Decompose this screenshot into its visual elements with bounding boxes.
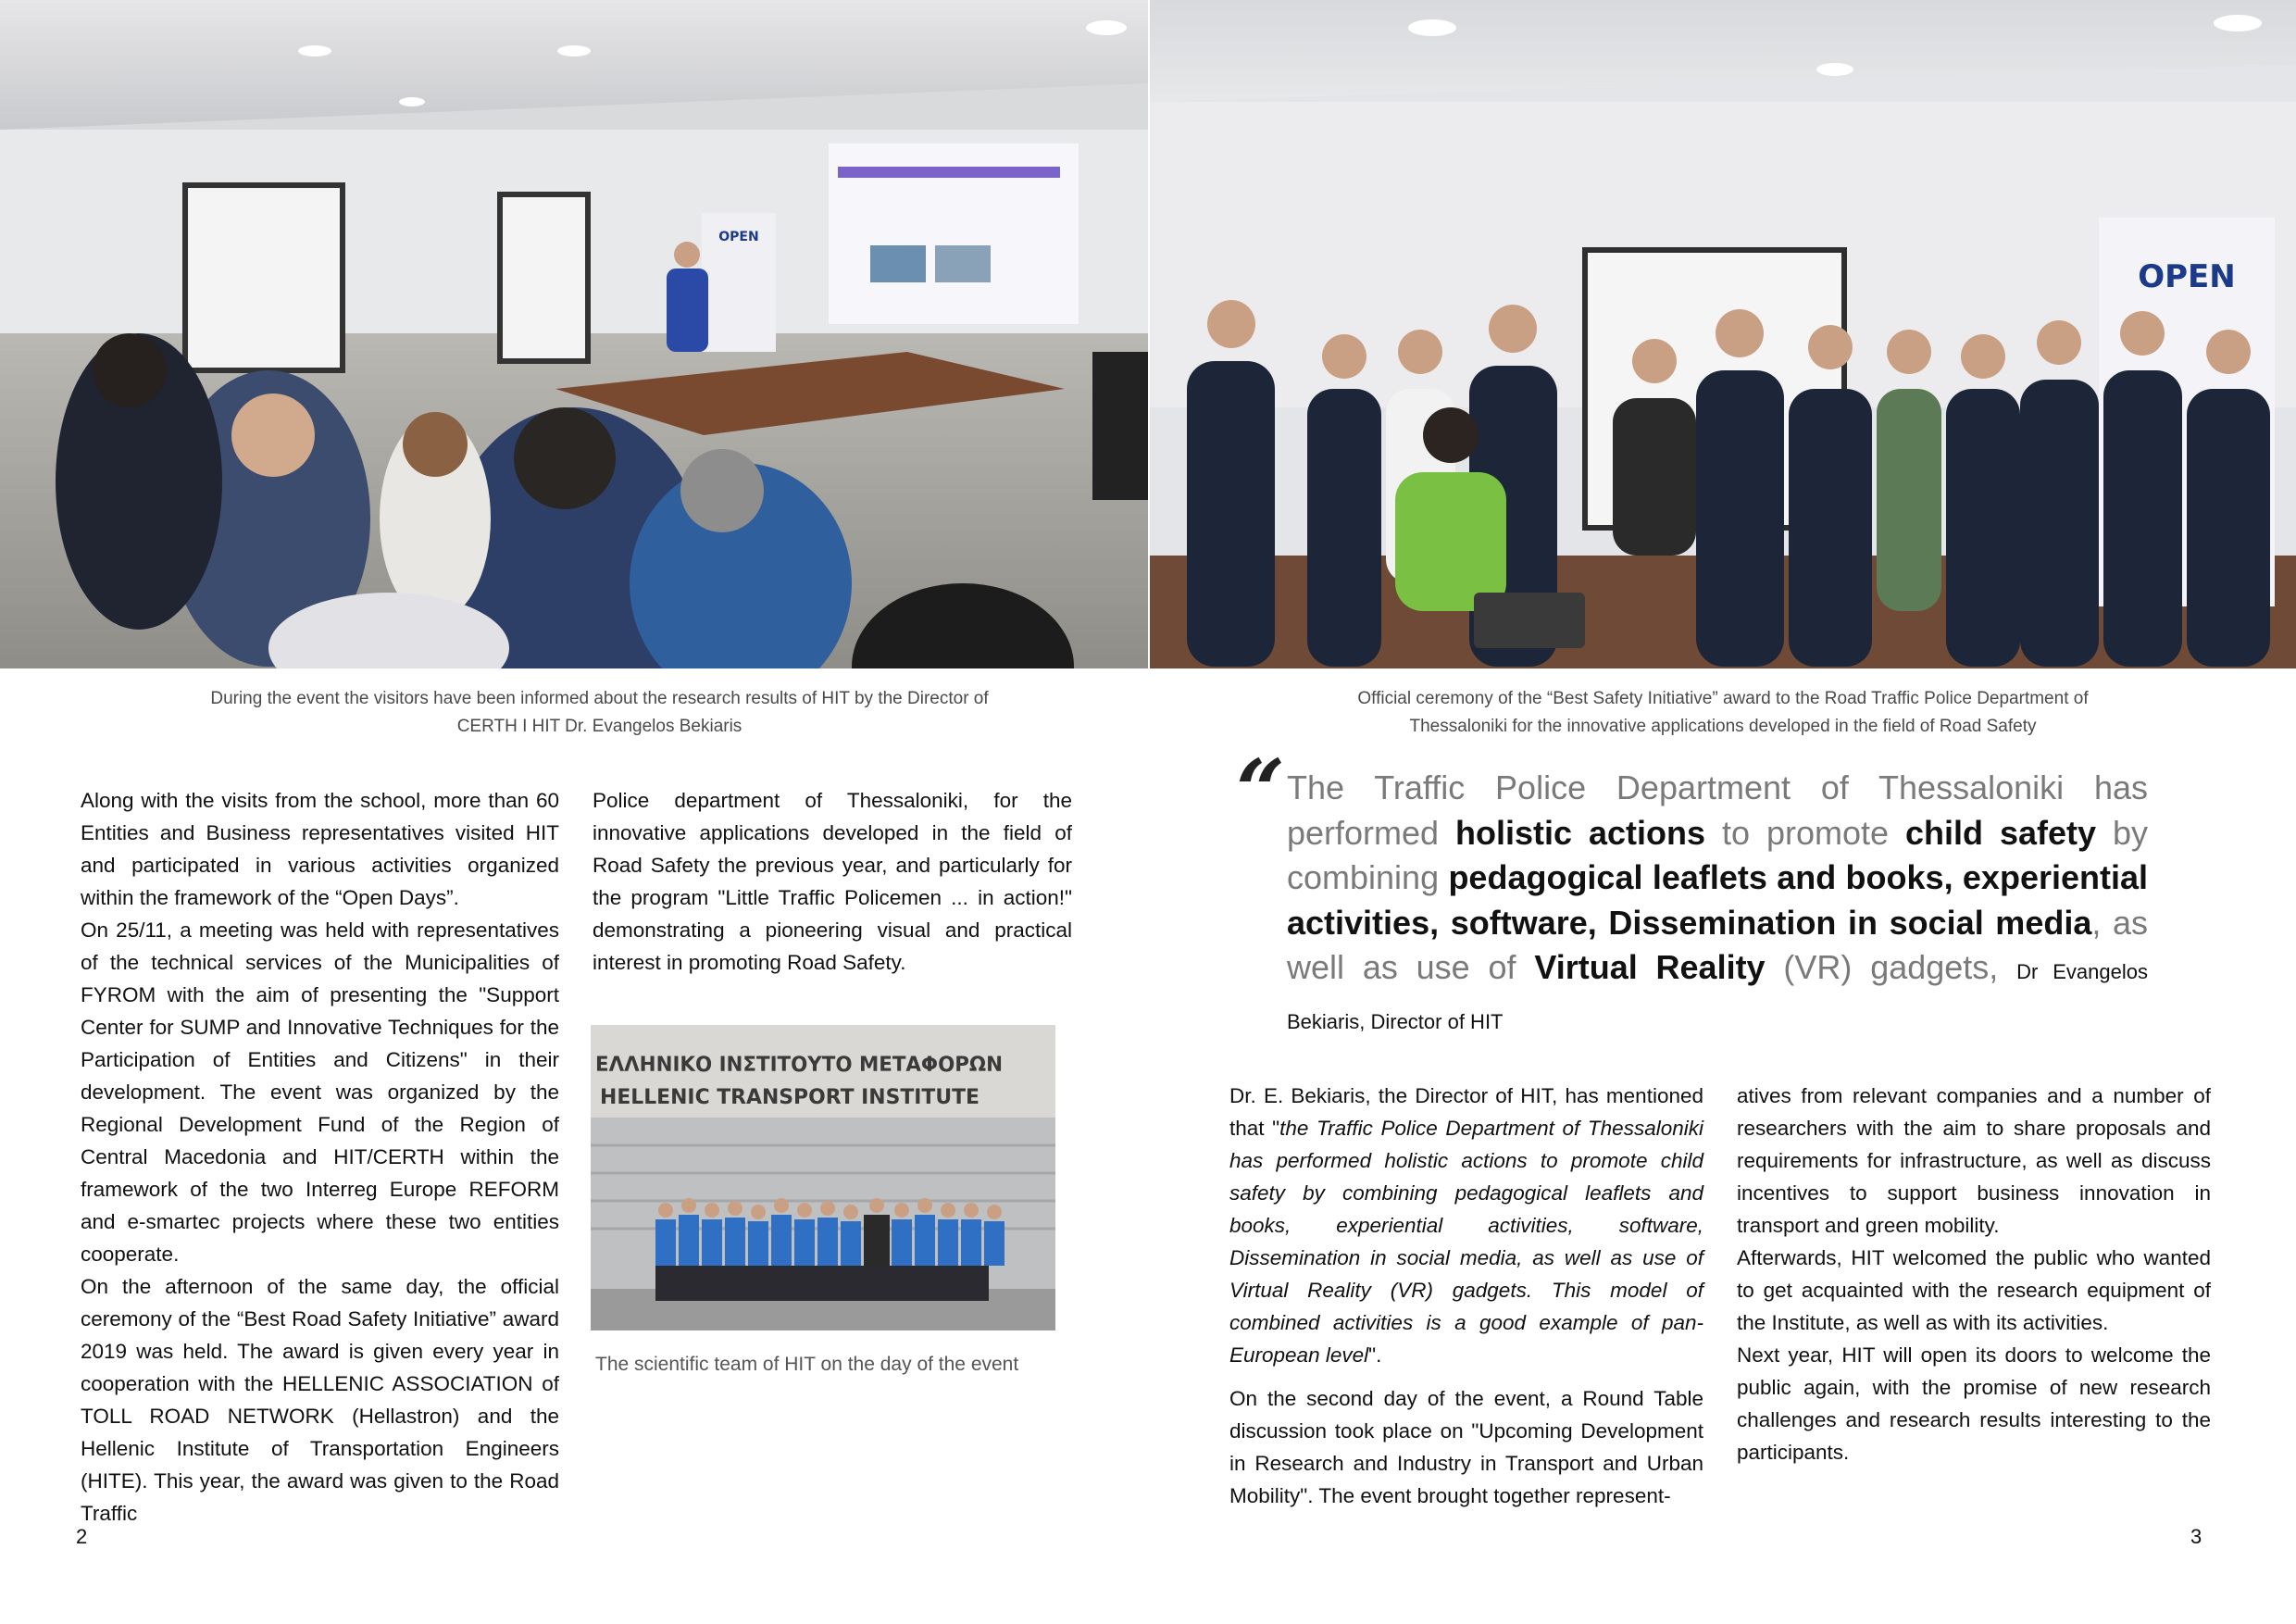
paragraph: On the second day of the event, a Round Table discussion took place on "Upcoming Development in Research and Industry in Transport and Urban Mobility". The event brought together represent-	[1229, 1387, 1703, 1507]
caption-line: During the event the visitors have been informed about the research results of HIT by the Director of	[210, 689, 989, 708]
caption-line: Thessaloniki for the innovative applications developed in the field of Road Safety	[1409, 717, 2037, 736]
quote-text: , as well as use of	[1287, 903, 2148, 986]
paragraph-text: ".	[1368, 1343, 1382, 1367]
team-photo-caption: The scientific team of HIT on the day of the event	[595, 1354, 1019, 1375]
right-column-1	[1229, 1080, 1703, 1512]
paragraph	[1229, 1080, 1703, 1371]
caption-line: Official ceremony of the “Best Safety Initiative” award to the Road Traffic Police Department of	[1357, 689, 2089, 708]
photo-caption-left	[0, 685, 1199, 741]
photo-caption-right	[1150, 685, 2296, 741]
page-number-right: 3	[2190, 1525, 2202, 1548]
page-number-left: 2	[76, 1525, 88, 1548]
event-presentation-photo	[0, 0, 1148, 668]
quote-emphasis: pedagogical leaflets and books, experiential activities, software, Dissemination in social media	[1287, 858, 2148, 942]
paragraph: Police department of Thessaloniki, for the innovative applications developed in the field of Road Safety the previous year, and particularly for the program "Little Traffic Policemen ... in action!" demonstrating a pioneering visual and practical interest in promoting Road Safety.	[593, 789, 1072, 974]
svg-text:OPEN: OPEN	[2138, 258, 2236, 295]
paragraph: Afterwards, HIT welcomed the public who wanted to get acquainted with the research equipment of the Institute, as well as with its activities.	[1737, 1246, 2211, 1334]
quoted-statement: the Traffic Police Department of Thessaloniki has performed holistic actions to promote child safety by combining pedagogical leaflets and books, experiential activities, software, Dissemination in social media, as well as use of Virtual Reality (VR) gadgets. This model of combined activities is a good example of pan-European level	[1229, 1117, 1703, 1367]
pull-quote	[1287, 766, 2148, 1044]
quote-emphasis: Virtual Reality	[1534, 948, 1766, 986]
caption-line: CERTH I HIT Dr. Evangelos Bekiaris	[456, 717, 742, 736]
institute-sign-greek: ΕΛΛΗΝΙΚΟ ΙΝΣΤΙΤΟΥΤΟ ΜΕΤΑΦΟΡΩΝ	[595, 1054, 1003, 1077]
quote-text: (VR) gadgets,	[1765, 948, 2017, 986]
award-ceremony-photo	[1150, 0, 2296, 668]
team-photo	[591, 1025, 1055, 1330]
quote-mark: “	[1236, 741, 1285, 841]
paragraph-text: Dr. E. Bekiaris, the Director of HIT, has mentioned that "	[1229, 1084, 1703, 1140]
paragraph: Along with the visits from the school, more than 60 Entities and Business representatives visited HIT and participated in various activities organized within the framework of the “Open Days”.	[81, 789, 559, 909]
paragraph: On the afternoon of the same day, the official ceremony of the “Best Road Safety Initiative” award 2019 was held. The award is given every year in cooperation with the HELLENIC ASSOCIATION of TOLL ROAD NETWORK (Hellastron) and the Hellenic Institute of Transportation Engineers (HITE). This year, the award was given to the Road Traffic	[81, 1275, 559, 1525]
paragraph: atives from relevant companies and a number of researchers with the aim to share proposals and requirements for infrastructure, as well as discuss incentives to support business innovation in transport and green mobility.	[1737, 1084, 2211, 1237]
right-column-2	[1737, 1080, 2211, 1468]
quote-emphasis: holistic actions	[1455, 813, 1706, 852]
quote-emphasis: child safety	[1905, 813, 2097, 852]
quote-text: The Traffic Police Department of Thessaloniki has performed	[1287, 768, 2148, 852]
paragraph: On 25/11, a meeting was held with representatives of the technical services of the Municipalities of FYROM with the aim of presenting the "Support Center for SUMP and Innovative Techniques for the Participation of Entities and Citizens" in their development. The event was organized by the Regional Development Fund of the Region of Central Macedonia and HIT/CERTH within the framework of the two Interreg Europe REFORM and e-smartec projects where these two entities cooperate.	[81, 918, 559, 1266]
paragraph: Next year, HIT will open its doors to welcome the public again, with the promise of new research challenges and research results interesting to the participants.	[1737, 1343, 2211, 1464]
left-column-2	[593, 784, 1072, 979]
svg-text:OPEN: OPEN	[718, 230, 759, 244]
institute-sign-english: HELLENIC TRANSPORT INSTITUTE	[600, 1086, 980, 1109]
quote-text: to promote	[1705, 813, 1905, 852]
left-column-1	[81, 784, 559, 1530]
quote-text: by combining	[1287, 813, 2149, 896]
quote-attribution: Dr Evangelos Bekiaris, Director of HIT	[1287, 960, 2148, 1033]
